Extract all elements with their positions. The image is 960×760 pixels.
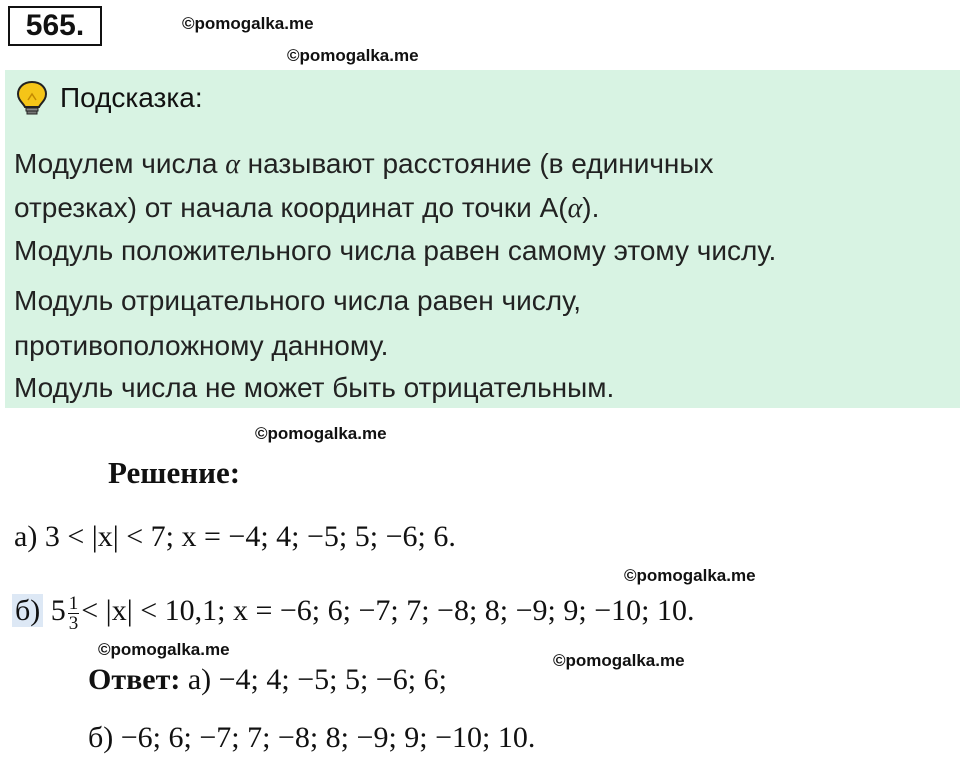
- watermark: ©pomogalka.me: [182, 14, 314, 33]
- hint-line-3: Модуль положительного числа равен самому этому числу.: [14, 235, 777, 266]
- alpha-symbol: α: [225, 149, 240, 180]
- watermark: ©pomogalka.me: [255, 424, 387, 443]
- part-b-label: б): [12, 594, 43, 627]
- alpha-symbol: α: [567, 193, 583, 224]
- hint-line-5: противоположному данному.: [14, 330, 389, 361]
- fraction-one-third: $\frac{1}{3}$: [68, 592, 79, 634]
- hint-line-4: Модуль отрицательного числа равен числу,: [14, 285, 582, 316]
- solution-part-a: а) 3 < |x| < 7; x = −4; 4; −5; 5; −6; 6.: [14, 520, 456, 553]
- watermark: ©pomogalka.me: [553, 651, 685, 670]
- answer-label: Ответ:: [88, 663, 181, 696]
- hint-line-2: отрезках) от начала координат до точки А(α).: [14, 192, 600, 224]
- hint-line-1: Модулем числа α называют расстояние (в единичных: [14, 148, 714, 180]
- part-a-label: а): [14, 520, 38, 553]
- hint-line-6: Модуль числа не может быть отрицательным.: [14, 372, 615, 403]
- lightbulb-icon: [15, 80, 49, 116]
- task-number: 565.: [8, 6, 102, 46]
- solution-title: Решение:: [108, 455, 241, 490]
- watermark: ©pomogalka.me: [624, 566, 756, 585]
- hint-title-label: Подсказка:: [60, 82, 203, 113]
- watermark: ©pomogalka.me: [287, 46, 419, 65]
- solution-part-b: б) 5 $\frac{1}{3}$ < |x| < 10,1; x = −6; 6; −7; 7; −8; 8; −9; 9; −10; 10.: [12, 585, 694, 637]
- answer-line-b: б) −6; 6; −7; 7; −8; 8; −9; 9; −10; 10.: [88, 721, 536, 754]
- answer-line-a: Ответ: а) −4; 4; −5; 5; −6; 6;: [88, 663, 447, 696]
- watermark: ©pomogalka.me: [98, 640, 230, 659]
